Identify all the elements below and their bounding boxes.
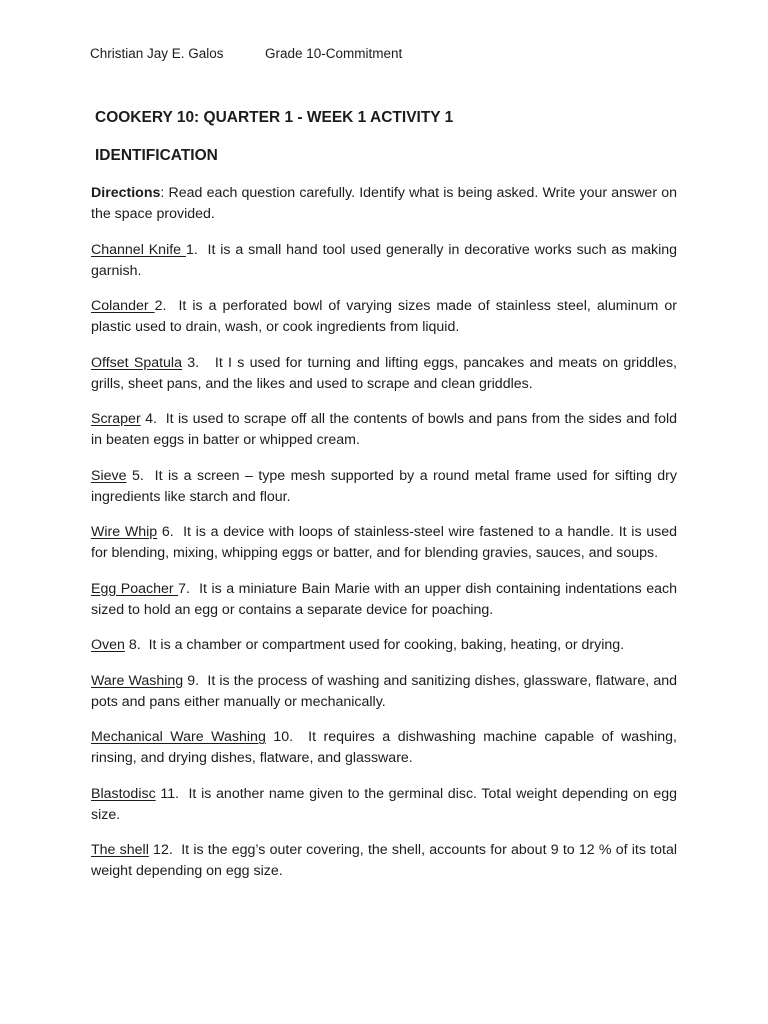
question-text: It is another name given to the germinal disc. Total weight depending on egg size.	[91, 785, 681, 823]
question-text: It is a small hand tool used generally in decorative works such as making garnish.	[91, 241, 681, 279]
directions-text: : Read each question carefully. Identify what is being asked. Write your answer on the space provided.	[91, 185, 677, 222]
question-item-5	[91, 466, 681, 508]
answer-text: Wire Whip	[91, 524, 158, 540]
question-number: 1.	[185, 241, 198, 258]
question-text: It is a perforated bowl of varying sizes made of stainless steel, aluminum or plastic used to drain, wash, or cook ingredients from liquid.	[91, 298, 681, 335]
question-number: 6.	[157, 524, 174, 540]
activity-title: COOKERY 10: QUARTER 1 - WEEK 1 ACTIVITY 1	[95, 109, 454, 126]
question-text: It is a device with loops of stainless-steel wire fastened to a handle. It is used for blending, mixing, whipping eggs or batter, and for blending gravies, sauces, and soups.	[91, 524, 681, 561]
question-number: 11.	[155, 785, 180, 802]
question-item-7	[91, 579, 681, 621]
question-number: 10.	[265, 729, 294, 745]
document-header	[90, 46, 403, 61]
question-number: 5.	[126, 467, 144, 484]
section-title: IDENTIFICATION	[95, 147, 218, 164]
student-name: Christian Jay E. Galos	[90, 46, 224, 61]
answer-text: Sieve	[91, 467, 127, 484]
grade-section: Grade 10-Commitment	[265, 46, 403, 61]
question-item-12	[91, 840, 681, 882]
question-item-2	[91, 296, 681, 338]
question-item-6	[91, 522, 681, 564]
question-text: It is a screen – type mesh supported by a round metal frame used for sifting dry ingredients like starch and flour.	[91, 467, 681, 505]
answer-text: Offset Spatula	[91, 354, 182, 371]
question-number: 12.	[148, 842, 173, 858]
question-item-9	[91, 671, 681, 713]
directions-paragraph	[91, 183, 677, 225]
question-item-10	[91, 727, 681, 769]
question-number: 3.	[181, 354, 200, 371]
question-item-11	[91, 784, 681, 826]
answer-text: The shell	[91, 842, 149, 858]
answer-text: Channel Knife	[91, 241, 186, 258]
question-text: It requires a dishwashing machine capable of washing, rinsing, and drying dishes, flatware, and glassware.	[91, 729, 681, 766]
question-number: 9.	[183, 672, 200, 689]
question-item-4	[91, 409, 681, 451]
question-text: It is a miniature Bain Marie with an upper dish containing indentations each sized to hold an egg or contains a separate device for poaching.	[91, 580, 681, 618]
question-text: It is a chamber or compartment used for cooking, baking, heating, or drying.	[140, 637, 625, 653]
question-number: 2.	[154, 298, 167, 314]
question-item-8	[91, 635, 677, 656]
question-number: 4.	[140, 411, 157, 427]
answer-text: Mechanical Ware Washing	[91, 729, 266, 745]
directions-label: Directions	[91, 185, 161, 201]
answer-text: Scraper	[91, 411, 141, 427]
answer-text: Ware Washing	[91, 672, 184, 689]
question-text: It is used to scrape off all the contents of bowls and pans from the sides and fold in beaten eggs in batter or whipped cream.	[91, 411, 681, 448]
question-item-1	[91, 240, 681, 282]
question-number: 7.	[178, 580, 190, 597]
answer-text: Egg Poacher	[91, 580, 179, 597]
question-text: It I s used for turning and lifting eggs, pancakes and meats on griddles, grills, sheet pans, and the likes and used to scrape and clean griddles.	[91, 354, 681, 392]
question-number: 8.	[124, 637, 141, 653]
answer-text: Colander	[91, 298, 155, 314]
answer-text: Blastodisc	[91, 785, 156, 802]
worksheet-content	[91, 183, 681, 897]
answer-text: Oven	[91, 637, 125, 653]
question-text: It is the process of washing and sanitizing dishes, glassware, flatware, and pots and pans either manually or mechanically.	[91, 672, 681, 710]
question-item-3	[91, 353, 681, 395]
question-text: It is the egg’s outer covering, the shell, accounts for about 9 to 12 % of its total weight depending on egg size.	[91, 842, 681, 879]
